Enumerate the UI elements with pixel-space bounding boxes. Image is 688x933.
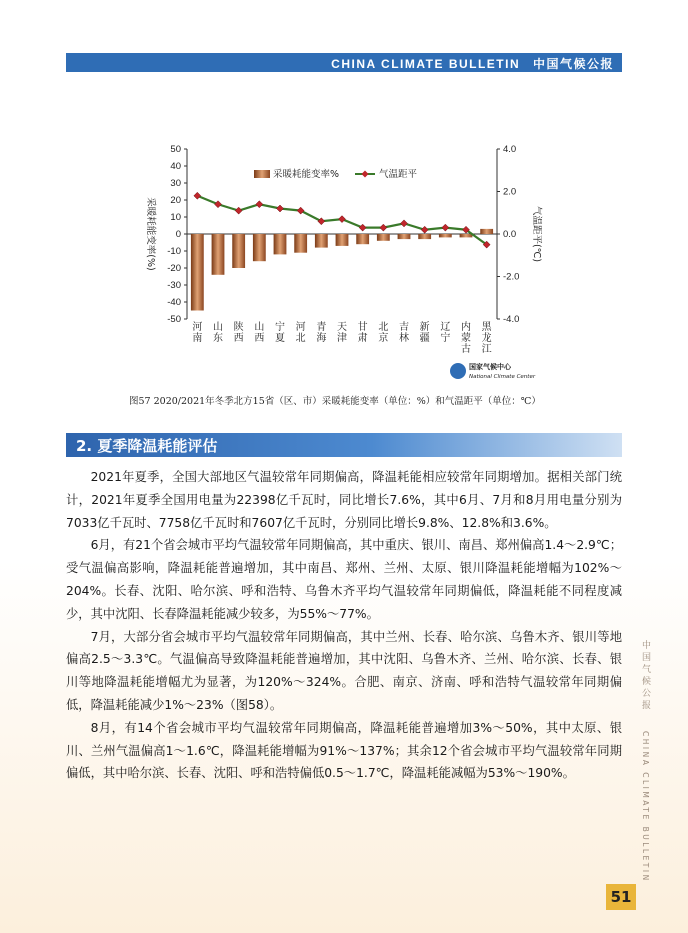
category-label-陕西: 陕西	[233, 322, 244, 344]
side-label-cn: 中国气候公报	[640, 640, 650, 712]
bar-青海	[315, 234, 328, 248]
right-tick-label: 0.0	[503, 229, 517, 240]
legend-line-marker	[362, 171, 369, 178]
paragraph-1: 2021年夏季，全国大部地区气温较常年同期偏高，降温耗能相应较常年同期增加。据相关部门统计，2021年夏季全国用电量为22398亿千瓦时，同比增长7.6%，其中6月、7月和8月用电量分别为7033亿千瓦时、7758亿千瓦时和7607亿千瓦时，分别同比增长9.8%、12.8%和3.6%。	[66, 470, 622, 530]
right-tick-label: 2.0	[503, 186, 517, 198]
header-title-cn: 中国气候公报	[532, 57, 614, 71]
bar-北京	[377, 234, 390, 241]
temperature-point-天津	[339, 216, 346, 223]
category-label-河南: 河南	[192, 322, 203, 344]
left-tick-label: 50	[170, 144, 181, 155]
ncc-logo-en: National Climate Center	[469, 374, 536, 380]
temperature-point-辽宁	[442, 224, 449, 231]
left-tick-label: -20	[167, 263, 181, 274]
legend-bar-label: 采暖耗能变率%	[273, 169, 340, 180]
ncc-logo-icon	[450, 363, 466, 379]
bar-陕西	[232, 234, 245, 268]
section-header	[66, 433, 622, 457]
category-label-山西: 山西	[254, 322, 265, 344]
left-tick-label: -40	[167, 297, 181, 308]
category-label-河北: 河北	[295, 322, 306, 344]
side-label-en: CHINA CLIMATE BULLETIN	[641, 730, 650, 883]
left-tick-label: -10	[167, 246, 181, 257]
bar-山西	[253, 234, 266, 261]
temperature-point-甘肃	[359, 224, 366, 231]
left-tick-label: 0	[175, 229, 181, 240]
bar-内蒙古	[460, 234, 473, 237]
right-tick-label: -2.0	[503, 271, 520, 283]
side-label	[636, 640, 652, 890]
bar-辽宁	[439, 234, 452, 237]
body-text	[66, 466, 622, 785]
right-tick-label: 4.0	[503, 144, 517, 155]
temperature-point-北京	[380, 224, 387, 231]
bar-天津	[336, 234, 349, 246]
temperature-point-吉林	[401, 220, 408, 227]
category-label-黑龙江: 黑龙江	[481, 322, 492, 355]
figure-57-chart	[130, 140, 550, 390]
bar-山东	[212, 234, 225, 275]
header-bar	[66, 53, 622, 72]
category-label-北京: 北京	[378, 322, 389, 344]
left-tick-label: 30	[170, 178, 181, 189]
figure-caption: 图57 2020/2021年冬季北方15省（区、市）采暖耗能变率（单位：%）和气温距平（单位：℃）	[129, 396, 541, 407]
temperature-point-山东	[215, 201, 222, 208]
left-axis-title: 采暖耗能变率(%)	[145, 197, 156, 271]
left-tick-label: 10	[170, 212, 181, 223]
left-tick-label: -50	[167, 314, 181, 325]
chart-svg	[130, 140, 550, 390]
bar-河南	[191, 234, 204, 311]
category-label-吉林: 吉林	[399, 322, 409, 344]
bar-河北	[294, 234, 307, 253]
temperature-point-新疆	[421, 226, 428, 233]
bar-黑龙江	[480, 229, 493, 234]
ncc-logo-cn: 国家气候中心	[469, 363, 511, 371]
category-label-新疆: 新疆	[419, 322, 430, 344]
temperature-point-河南	[194, 192, 201, 199]
left-tick-label: 40	[170, 161, 181, 172]
temperature-point-宁夏	[277, 205, 284, 212]
left-tick-label: -30	[167, 280, 181, 291]
bar-宁夏	[274, 234, 287, 254]
bar-吉林	[398, 234, 411, 239]
paragraph-2: 6月，有21个省会城市平均气温较常年同期偏高，其中重庆、银川、南昌、郑州偏高1.4～2.9℃；受气温偏高影响，降温耗能普遍增加，其中南昌、郑州、兰州、太原、银川降温耗能增幅为102%～204%。长春、沈阳、哈尔滨、呼和浩特、乌鲁木齐平均气温较常年同期偏低，降温耗能不同程度减少，其中沈阳、长春降温耗能减少较多，为55%～77%。	[66, 538, 622, 621]
legend-line-label: 气温距平	[379, 169, 418, 180]
category-label-甘肃: 甘肃	[357, 322, 368, 344]
category-label-天津: 天津	[337, 322, 347, 344]
category-label-内蒙古: 内蒙古	[461, 322, 471, 355]
paragraph-4: 8月，有14个省会城市平均气温较常年同期偏高，降温耗能普遍增加3%～50%，其中太原、银川、兰州气温偏高1～1.6℃，降温耗能增幅为91%～137%；其余12个省会城市平均气温较常年同期偏低，其中哈尔滨、长春、沈阳、呼和浩特偏低0.5～1.7℃，降温耗能减幅为53%～190%。	[66, 720, 622, 781]
page-number: 51	[606, 884, 636, 910]
temperature-point-山西	[256, 201, 263, 208]
right-axis-title: 气温距平(℃)	[531, 205, 542, 263]
category-label-山东: 山东	[213, 322, 223, 344]
section-title: 2. 夏季降温耗能评估	[76, 437, 218, 455]
legend-bar-swatch	[254, 170, 270, 178]
bar-甘肃	[356, 234, 369, 244]
bar-新疆	[418, 234, 431, 239]
right-tick-label: -4.0	[503, 314, 520, 325]
category-label-宁夏: 宁夏	[275, 322, 285, 344]
left-tick-label: 20	[170, 195, 181, 206]
header-title	[331, 55, 614, 72]
temperature-point-陕西	[235, 207, 242, 214]
category-label-青海: 青海	[316, 322, 327, 344]
header-title-en: CHINA CLIMATE BULLETIN	[331, 57, 521, 71]
category-label-辽宁: 辽宁	[440, 322, 451, 344]
paragraph-3: 7月，大部分省会城市平均气温较常年同期偏高，其中兰州、长春、哈尔滨、乌鲁木齐、银川等地偏高2.5～3.3℃。气温偏高导致降温耗能普遍增加，其中沈阳、乌鲁木齐、兰州、哈尔滨、长春、银川等地降温耗能增幅尤为显著，为120%～324%。合肥、南京、济南、呼和浩特气温较常年同期偏低，降温耗能减少1%～23%（图58）。	[66, 629, 622, 712]
